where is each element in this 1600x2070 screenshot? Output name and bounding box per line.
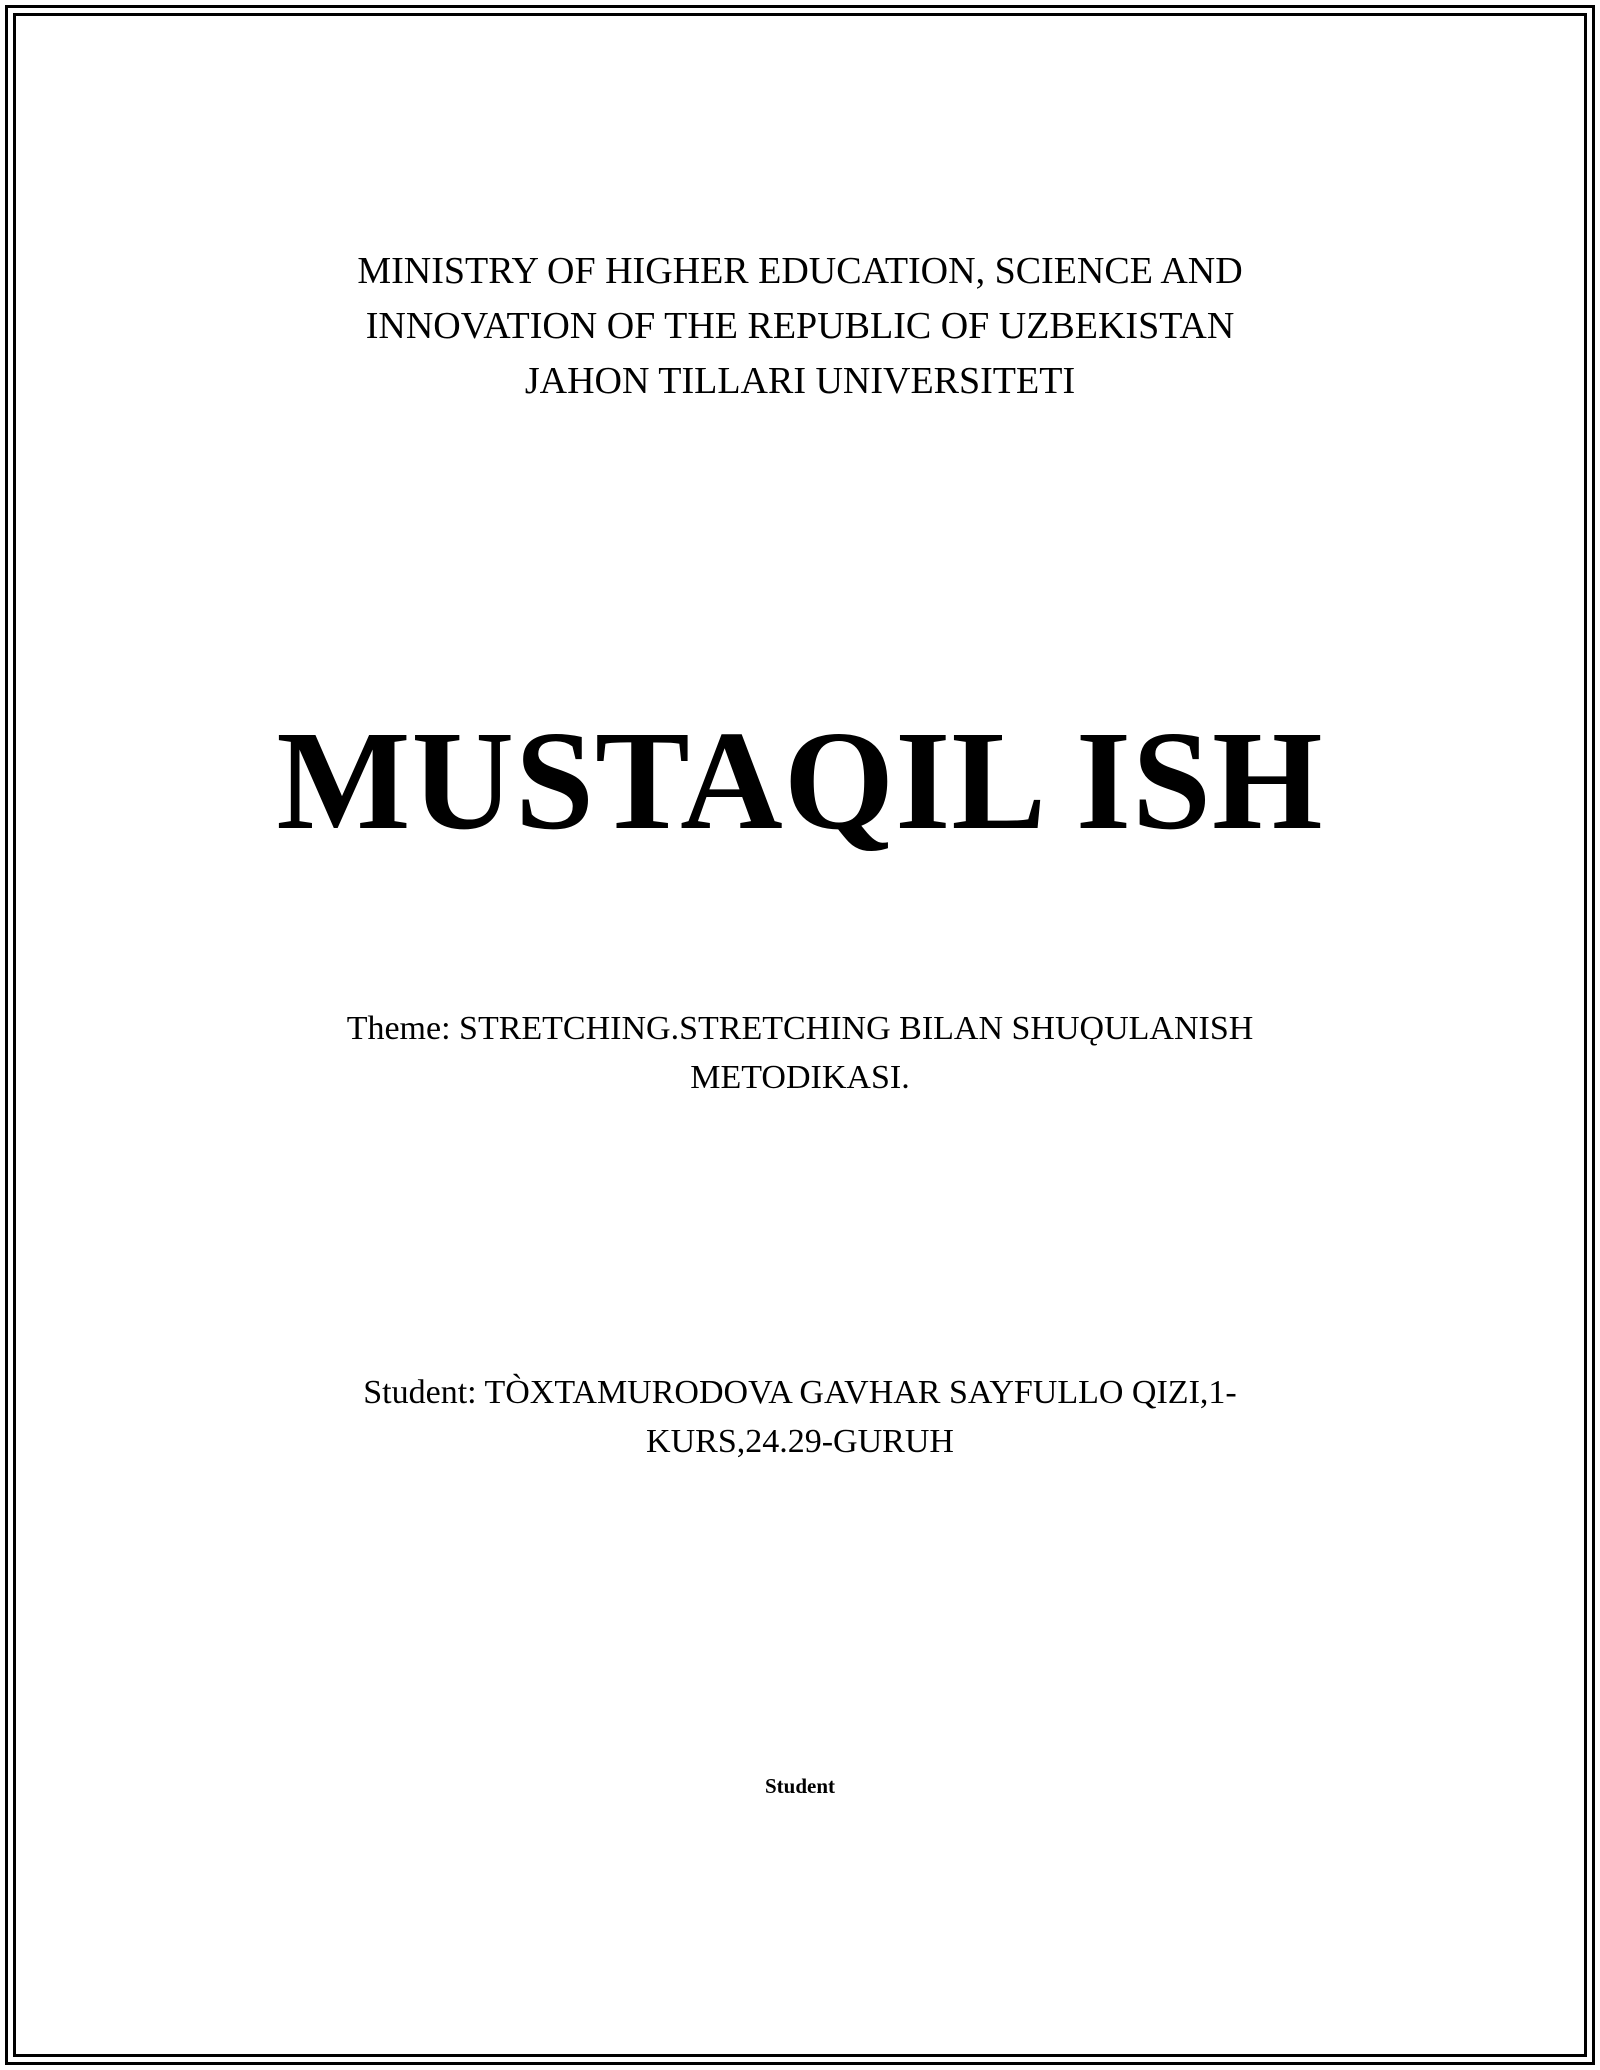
theme-text: Theme: STRETCHING.STRETCHING BILAN SHUǪULANISH METODIKASI. (346, 1010, 1254, 1096)
student-info: Student: TÒXTAMURODOVA GAVHAR SAYFULLO QIZI,1-KURS,24.29-GURUH (363, 1374, 1237, 1460)
document-title: MUSTAQIL ISH (276, 701, 1324, 859)
student-label: Student (764, 1774, 836, 1798)
ministry-line-1: MINISTRY OF HIGHER EDUCATION, SCIENCE AND (357, 250, 1243, 292)
ministry-line-2: INNOVATION OF THE REPUBLIC OF UZBEKISTAN (365, 305, 1235, 347)
ministry-header (0, 244, 1600, 409)
university-name: JAHON TILLARI UNIVERSITETI (524, 360, 1076, 402)
